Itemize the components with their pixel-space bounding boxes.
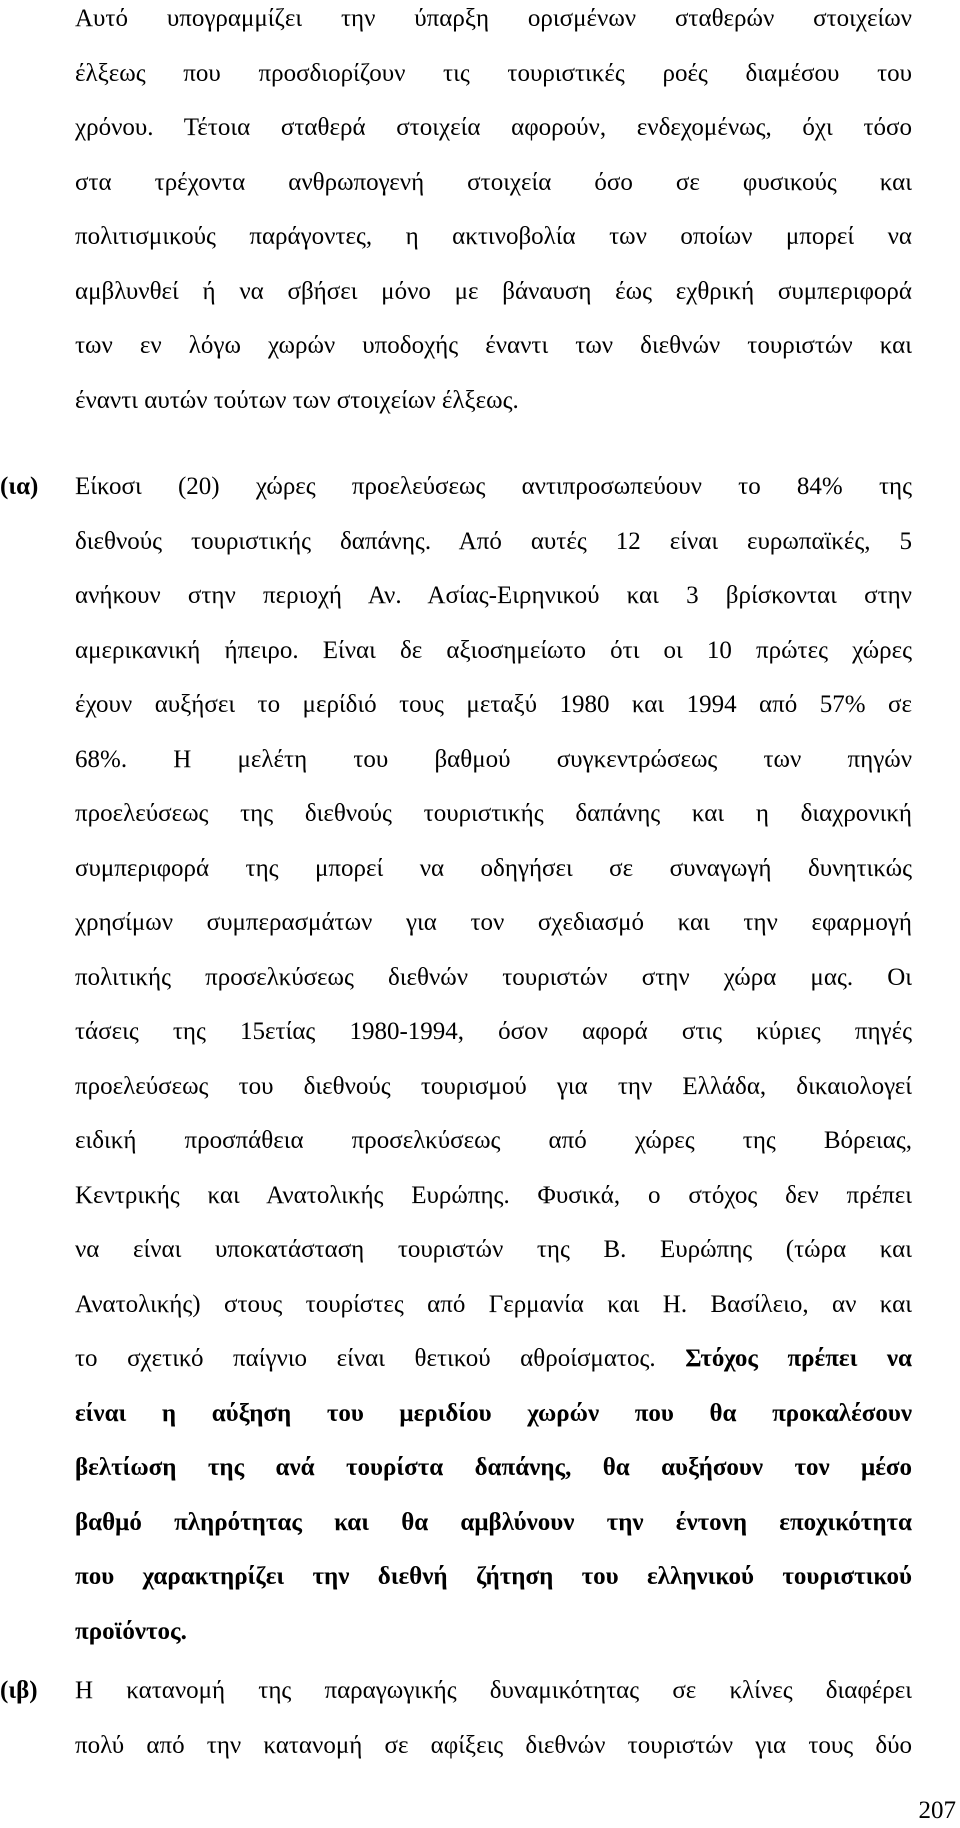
text-line: Είκοσι (20) χώρες προελεύσεως αντιπροσωπεύουν το 84% της [75,473,912,500]
text-line: των εν λόγω χωρών υποδοχής έναντι των διεθνών τουριστών και [75,332,912,359]
text-line: πολύ από την κατανομή σε αφίξεις διεθνών τουριστών για τους δύο [75,1731,912,1759]
bold-text-line: είναι η αύξηση του μεριδίου χωρών που θα προκαλέσουν [75,1399,912,1427]
text-line: Η κατανομή της παραγωγικής δυναμικότητας σε κλίνες διαφέρει [75,1677,912,1704]
list-marker-ia: (ια) [0,473,39,500]
list-item-ib [75,1664,912,1773]
text-line: Αυτό υπογραμμίζει την ύπαρξη ορισμένων σταθερών στοιχείων [75,5,912,32]
bold-text-line: που χαρακτηρίζει την διεθνή ζήτηση του ελληνικού τουριστικού [75,1563,912,1590]
text-line-mixed [75,1332,912,1387]
text-line: ειδική προσπάθεια προσελκύσεως από χώρες της Βόρειας, [75,1127,912,1154]
text-line: διεθνούς τουριστικής δαπάνης. Από αυτές 12 είναι ευρωπαϊκές, 5 [75,527,912,555]
text-line: προελεύσεως του διεθνούς τουρισμού για την Ελλάδα, δικαιολογεί [75,1072,912,1100]
list-marker-ib: (ιβ) [0,1677,38,1704]
text-line: Ανατολικής) στους τουρίστες από Γερμανία και Η. Βασίλειο, αν και [75,1290,912,1318]
text-line: ανήκουν στην περιοχή Αν. Ασίας-Ειρηνικού και 3 βρίσκονται στην [75,582,912,609]
text-line: στα τρέχοντα ανθρωπογενή στοιχεία όσο σε φυσικούς και [75,168,912,196]
text-line: 68%. Η μελέτη του βαθμού συγκεντρώσεως των πηγών [75,745,912,773]
text-line: έλξεως που προσδιορίζουν τις τουριστικές ροές διαμέσου του [75,59,912,87]
list-item-ia [75,460,912,1659]
text-line: συμπεριφορά της μπορεί να οδηγήσει σε συναγωγή δυνητικώς [75,854,912,882]
bold-text-line: προϊόντος. [75,1617,187,1645]
text-line: έχουν αυξήσει το μερίδιό τους μεταξύ 1980 και 1994 από 57% σε [75,691,912,718]
text-normal: το σχετικό παίγνιο είναι θετικού αθροίσματος. [75,1345,656,1372]
text-line: προελεύσεως της διεθνούς τουριστικής δαπάνης και η διαχρονική [75,800,912,827]
text-bold: Στόχος πρέπει να [685,1345,912,1372]
paragraph-continued [75,0,912,428]
text-line: χρησίμων συμπερασμάτων για τον σχεδιασμό και την εφαρμογή [75,909,912,936]
text-line: έναντι αυτών τούτων των στοιχείων έλξεως. [75,386,519,414]
text-line: αμβλυνθεί ή να σβήσει μόνο με βάναυση έως εχθρική συμπεριφορά [75,277,912,305]
text-line: να είναι υποκατάσταση τουριστών της Β. Ευρώπης (τώρα και [75,1236,912,1263]
text-line: τάσεις της 15ετίας 1980-1994, όσον αφορά στις κύριες πηγές [75,1018,912,1045]
text-line: αμερικανική ήπειρο. Είναι δε αξιοσημείωτο ότι οι 10 πρώτες χώρες [75,636,912,664]
text-line: χρόνου. Τέτοια σταθερά στοιχεία αφορούν, ενδεχομένως, όχι τόσο [75,114,912,141]
bold-text-line: βελτίωση της ανά τουρίστα δαπάνης, θα αυξήσουν τον μέσο [75,1454,912,1481]
text-line: πολιτικής προσελκύσεως διεθνών τουριστών στην χώρα μας. Οι [75,963,912,991]
bold-text-line: βαθμό πληρότητας και θα αμβλύνουν την έντονη εποχικότητα [75,1508,912,1536]
text-line: Κεντρικής και Ανατολικής Ευρώπης. Φυσικά, ο στόχος δεν πρέπει [75,1181,912,1209]
page-number: 207 [918,1797,956,1824]
text-line: πολιτισμικούς παράγοντες, η ακτινοβολία των οποίων μπορεί να [75,223,912,250]
